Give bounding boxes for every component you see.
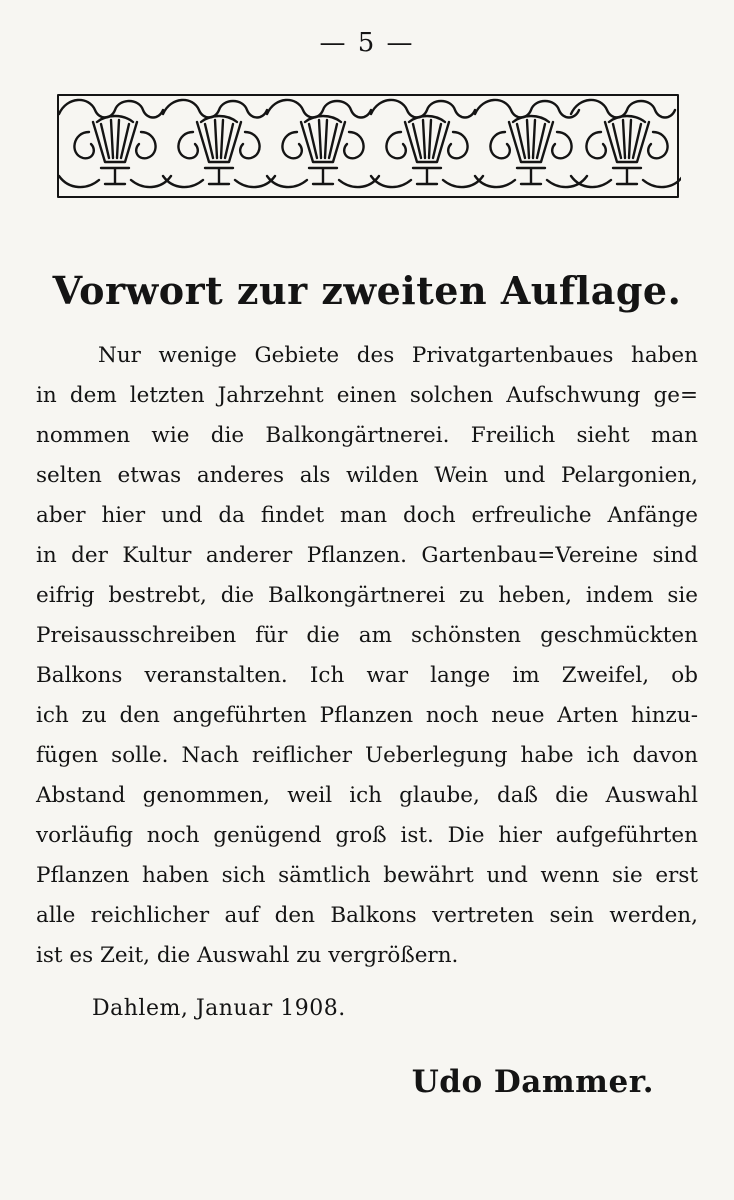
ornamental-border <box>55 92 681 200</box>
page-title: Vorwort zur zweiten Auflage. <box>52 268 682 313</box>
page-number: — 5 — <box>319 28 415 58</box>
text-line: nommen wie die Balkongärtnerei. Freilich sieht man <box>36 423 698 448</box>
place-date: Dahlem, Januar 1908. <box>92 996 346 1021</box>
text-line: ich zu den angeführten Pflanzen noch neue Arten hinzu- <box>36 703 698 728</box>
text-line: in der Kultur anderer Pflanzen. Gartenbau=Vereine sind <box>36 543 698 568</box>
text-line: Balkons veranstalten. Ich war lange im Zweifel, ob <box>36 663 698 688</box>
text-line: vorläufig noch genügend groß ist. Die hier aufgeführten <box>36 823 698 848</box>
text-line: ist es Zeit, die Auswahl zu vergrößern. <box>36 943 459 968</box>
text-line: Abstand genommen, weil ich glaube, daß die Auswahl <box>36 783 698 808</box>
text-line: alle reichlicher auf den Balkons vertreten sein werden, <box>36 903 698 928</box>
text-line: eifrig bestrebt, die Balkongärtnerei zu heben, indem sie <box>36 583 698 608</box>
text-line: in dem letzten Jahrzehnt einen solchen Aufschwung ge= <box>36 383 698 408</box>
text-line: selten etwas anderes als wilden Wein und Pelargonien, <box>36 463 698 488</box>
text-line: fügen solle. Nach reiflicher Ueberlegung habe ich davon <box>36 743 698 768</box>
text-line: Nur wenige Gebiete des Privatgartenbaues haben <box>98 343 698 368</box>
text-line: Pflanzen haben sich sämtlich bewährt und wenn sie erst <box>36 863 698 888</box>
text-line: aber hier und da findet man doch erfreuliche Anfänge <box>36 503 698 528</box>
text-line: Preisausschreiben für die am schönsten geschmückten <box>36 623 698 648</box>
author-signature: Udo Dammer. <box>411 1064 654 1100</box>
